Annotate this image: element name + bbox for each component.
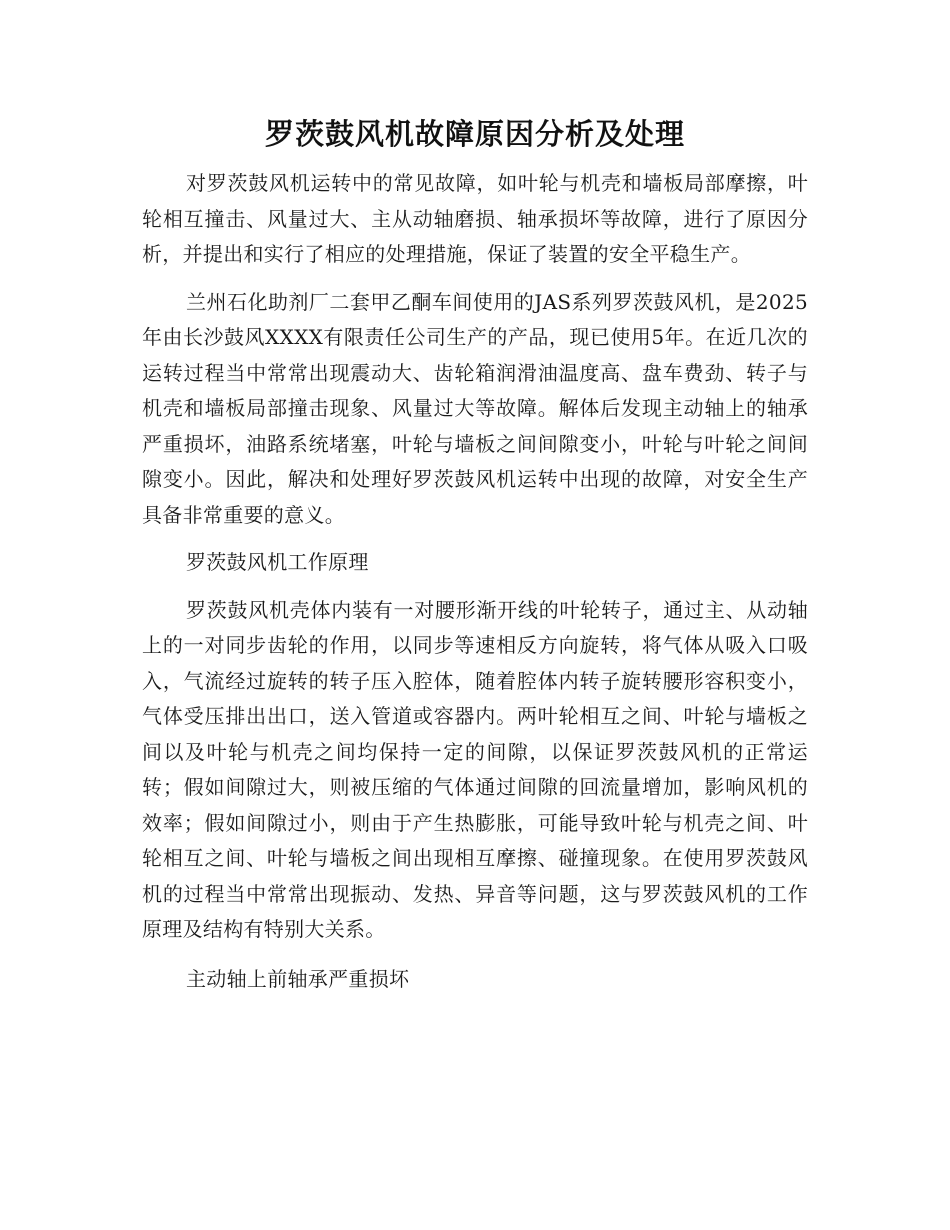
background-paragraph: 兰州石化助剂厂二套甲乙酮车间使用的JAS系列罗茨鼓风机，是2025年由长沙鼓风XXXX有限责任公司生产的产品，现已使用5年。在近几次的运转过程当中常常出现震动大、齿轮箱润滑油温度高、盘车费劲、转子与机壳和墙板局部撞击现象、风量过大等故障。解体后发现主动轴上的轴承严重损坏，油路系统堵塞，叶轮与墙板之间间隙变小，叶轮与叶轮之间间隙变小。因此，解决和处理好罗茨鼓风机运转中出现的故障，对安全生产具备非常重要的意义。: [142, 289, 808, 527]
principle-paragraph: 罗茨鼓风机壳体内装有一对腰形渐开线的叶轮转子，通过主、从动轴上的一对同步齿轮的作用，以同步等速相反方向旋转，将气体从吸入口吸入，气流经过旋转的转子压入腔体，随着腔体内转子旋转腰形容积变小，气体受压排出出口，送入管道或容器内。两叶轮相互之间、叶轮与墙板之间以及叶轮与机壳之间均保持一定的间隙，以保证罗茨鼓风机的正常运转；假如间隙过大，则被压缩的气体通过间隙的回流量增加，影响风机的效率；假如间隙过小，则由于产生热膨胀，可能导致叶轮与机壳之间、叶轮相互之间、叶轮与墙板之间出现相互摩擦、碰撞现象。在使用罗茨鼓风机的过程当中常常出现振动、发热、异音等问题，这与罗茨鼓风机的工作原理及结构有特别大关系。: [142, 597, 808, 941]
section-heading-principle: 罗茨鼓风机工作原理: [186, 550, 369, 574]
document-title: 罗茨鼓风机故障原因分析及处理: [264, 117, 685, 151]
abstract-paragraph: 对罗茨鼓风机运转中的常见故障，如叶轮与机壳和墙板局部摩擦，叶轮相互撞击、风量过大、主从动轴磨损、轴承损坏等故障，进行了原因分析，并提出和实行了相应的处理措施，保证了装置的安全平稳生产。: [142, 171, 808, 266]
document-body: [142, 166, 808, 997]
section-heading-bearing: 主动轴上前轴承严重损坏: [186, 966, 410, 991]
